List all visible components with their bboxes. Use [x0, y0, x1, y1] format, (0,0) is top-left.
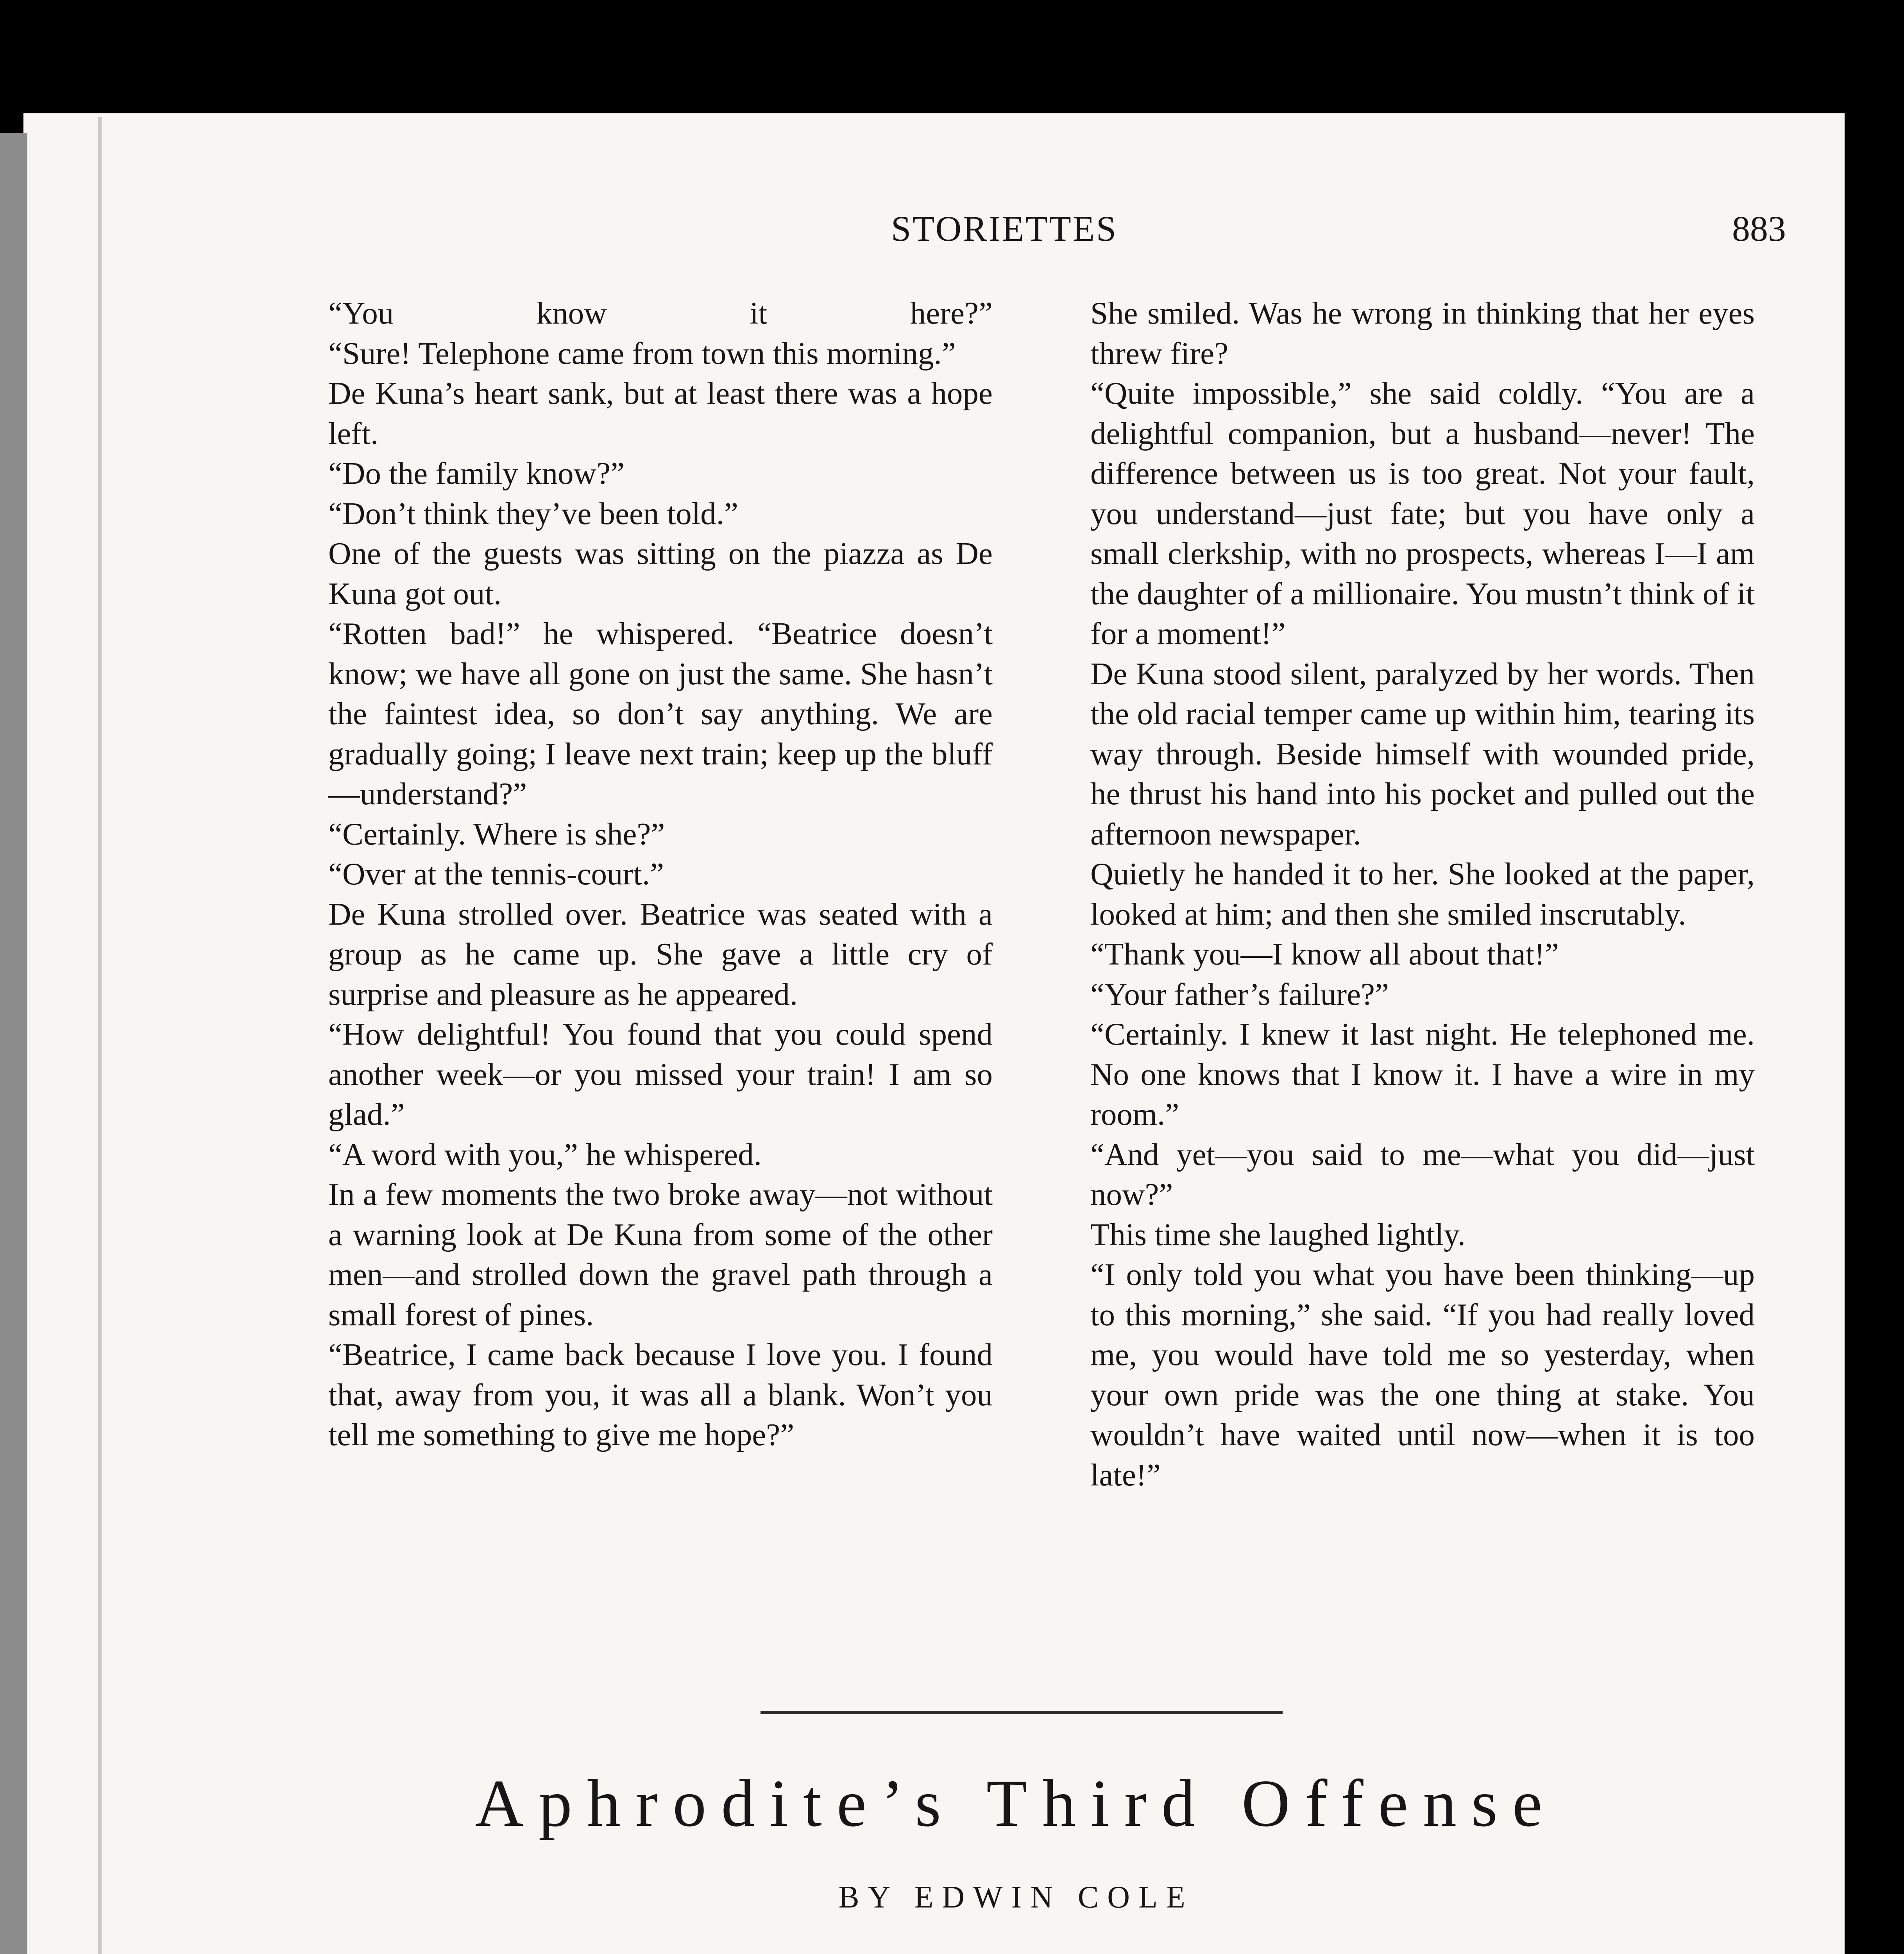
paragraph: “And yet—you said to me—what you did—just now?” — [1090, 1136, 1755, 1212]
paragraph: “Rotten bad!” he whispered. “Beatrice doesn’t know; we have all gone on just the same. She hasn’t the faintest idea, so don’t say anything. We are gradually going; I leave next train; keep up the bluff—understand?” — [328, 616, 993, 811]
paragraph: “Sure! Telephone came from town this morning.” — [328, 335, 956, 371]
paragraph: “How delightful! You found that you could spend another week—or you missed your train! I am so glad.” — [328, 1016, 993, 1132]
paragraph: “Do the family know?” — [328, 456, 625, 491]
paragraph: “Beatrice, I came back because I love you. I found that, away from you, it was all a blank. Won’t you tell me something to give me hope?” — [328, 1337, 993, 1452]
paragraph: “A word with you,” he whispered. — [328, 1136, 762, 1172]
binding-line — [98, 117, 102, 1954]
left-page-edge — [0, 133, 27, 1954]
text-column-top-left — [281, 293, 993, 1455]
paragraph: “Don’t think they’ve been told.” — [328, 496, 738, 531]
paragraph: “Over at the tennis-court.” — [328, 856, 664, 891]
paragraph: Quietly he handed it to her. She looked at the paper, looked at him; and then she smiled inscrutably. — [1090, 856, 1755, 932]
text-column-top-right — [1043, 293, 1755, 1495]
paragraph: “Certainly. I knew it last night. He telephoned me. No one knows that I know it. I have a wire in my room.” — [1090, 1016, 1755, 1132]
section-divider — [761, 1711, 1283, 1714]
paragraph: De Kuna stood silent, paralyzed by her words. Then the old racial temper came up within him, tearing its way through. Beside himself with wounded pride, he thrust his hand into his pocket and pulled out the afternoon newspaper. — [1090, 656, 1755, 852]
paragraph: One of the guests was sitting on the piazza as De Kuna got out. — [328, 536, 993, 611]
paragraph: De Kuna’s heart sank, but at least there was a hope left. — [328, 376, 993, 451]
paragraph: “Certainly. Where is she?” — [328, 816, 665, 852]
quote-text: “Thank you—I know all about that!” — [1090, 936, 1559, 972]
paragraph — [1043, 934, 1755, 974]
paragraph: “You know it here?” — [328, 295, 993, 331]
paragraph: “Quite impossible,” she said coldly. “You are a delightful companion, but a husband—never! The difference between us is too great. Not your fault, you understand—just fate; but you have only a small clerkship, with no prospects, whereas I—I am the daughter of a millionaire. You mustn’t think of it for a moment!” — [1090, 376, 1755, 651]
byline: BY EDWIN COLE — [838, 1880, 1194, 1915]
paragraph: This time she laughed lightly. — [1090, 1217, 1466, 1252]
paragraph: De Kuna strolled over. Beatrice was seated with a group as he came up. She gave a little cry of surprise and pleasure as he appeared. — [328, 896, 993, 1012]
paragraph: She smiled. Was he wrong in thinking that her eyes threw fire? — [1090, 295, 1755, 371]
paragraph: “I only told you what you have been thinking—up to this morning,” she said. “If you had really loved me, you would have told me so yesterday, when your own pride was the one thing at stake. You wouldn’t have waited until now—when it is too late!” — [1090, 1257, 1755, 1492]
paragraph: “Your father’s failure?” — [1090, 976, 1389, 1012]
running-head: STORIETTES — [891, 209, 1118, 249]
page-number: 883 — [1732, 209, 1786, 249]
story-title: Aphrodite’s Third Offense — [475, 1766, 1557, 1841]
paragraph: In a few moments the two broke away—not without a warning look at De Kuna from some of the other men—and strolled down the gravel path through a small forest of pines. — [328, 1177, 993, 1332]
